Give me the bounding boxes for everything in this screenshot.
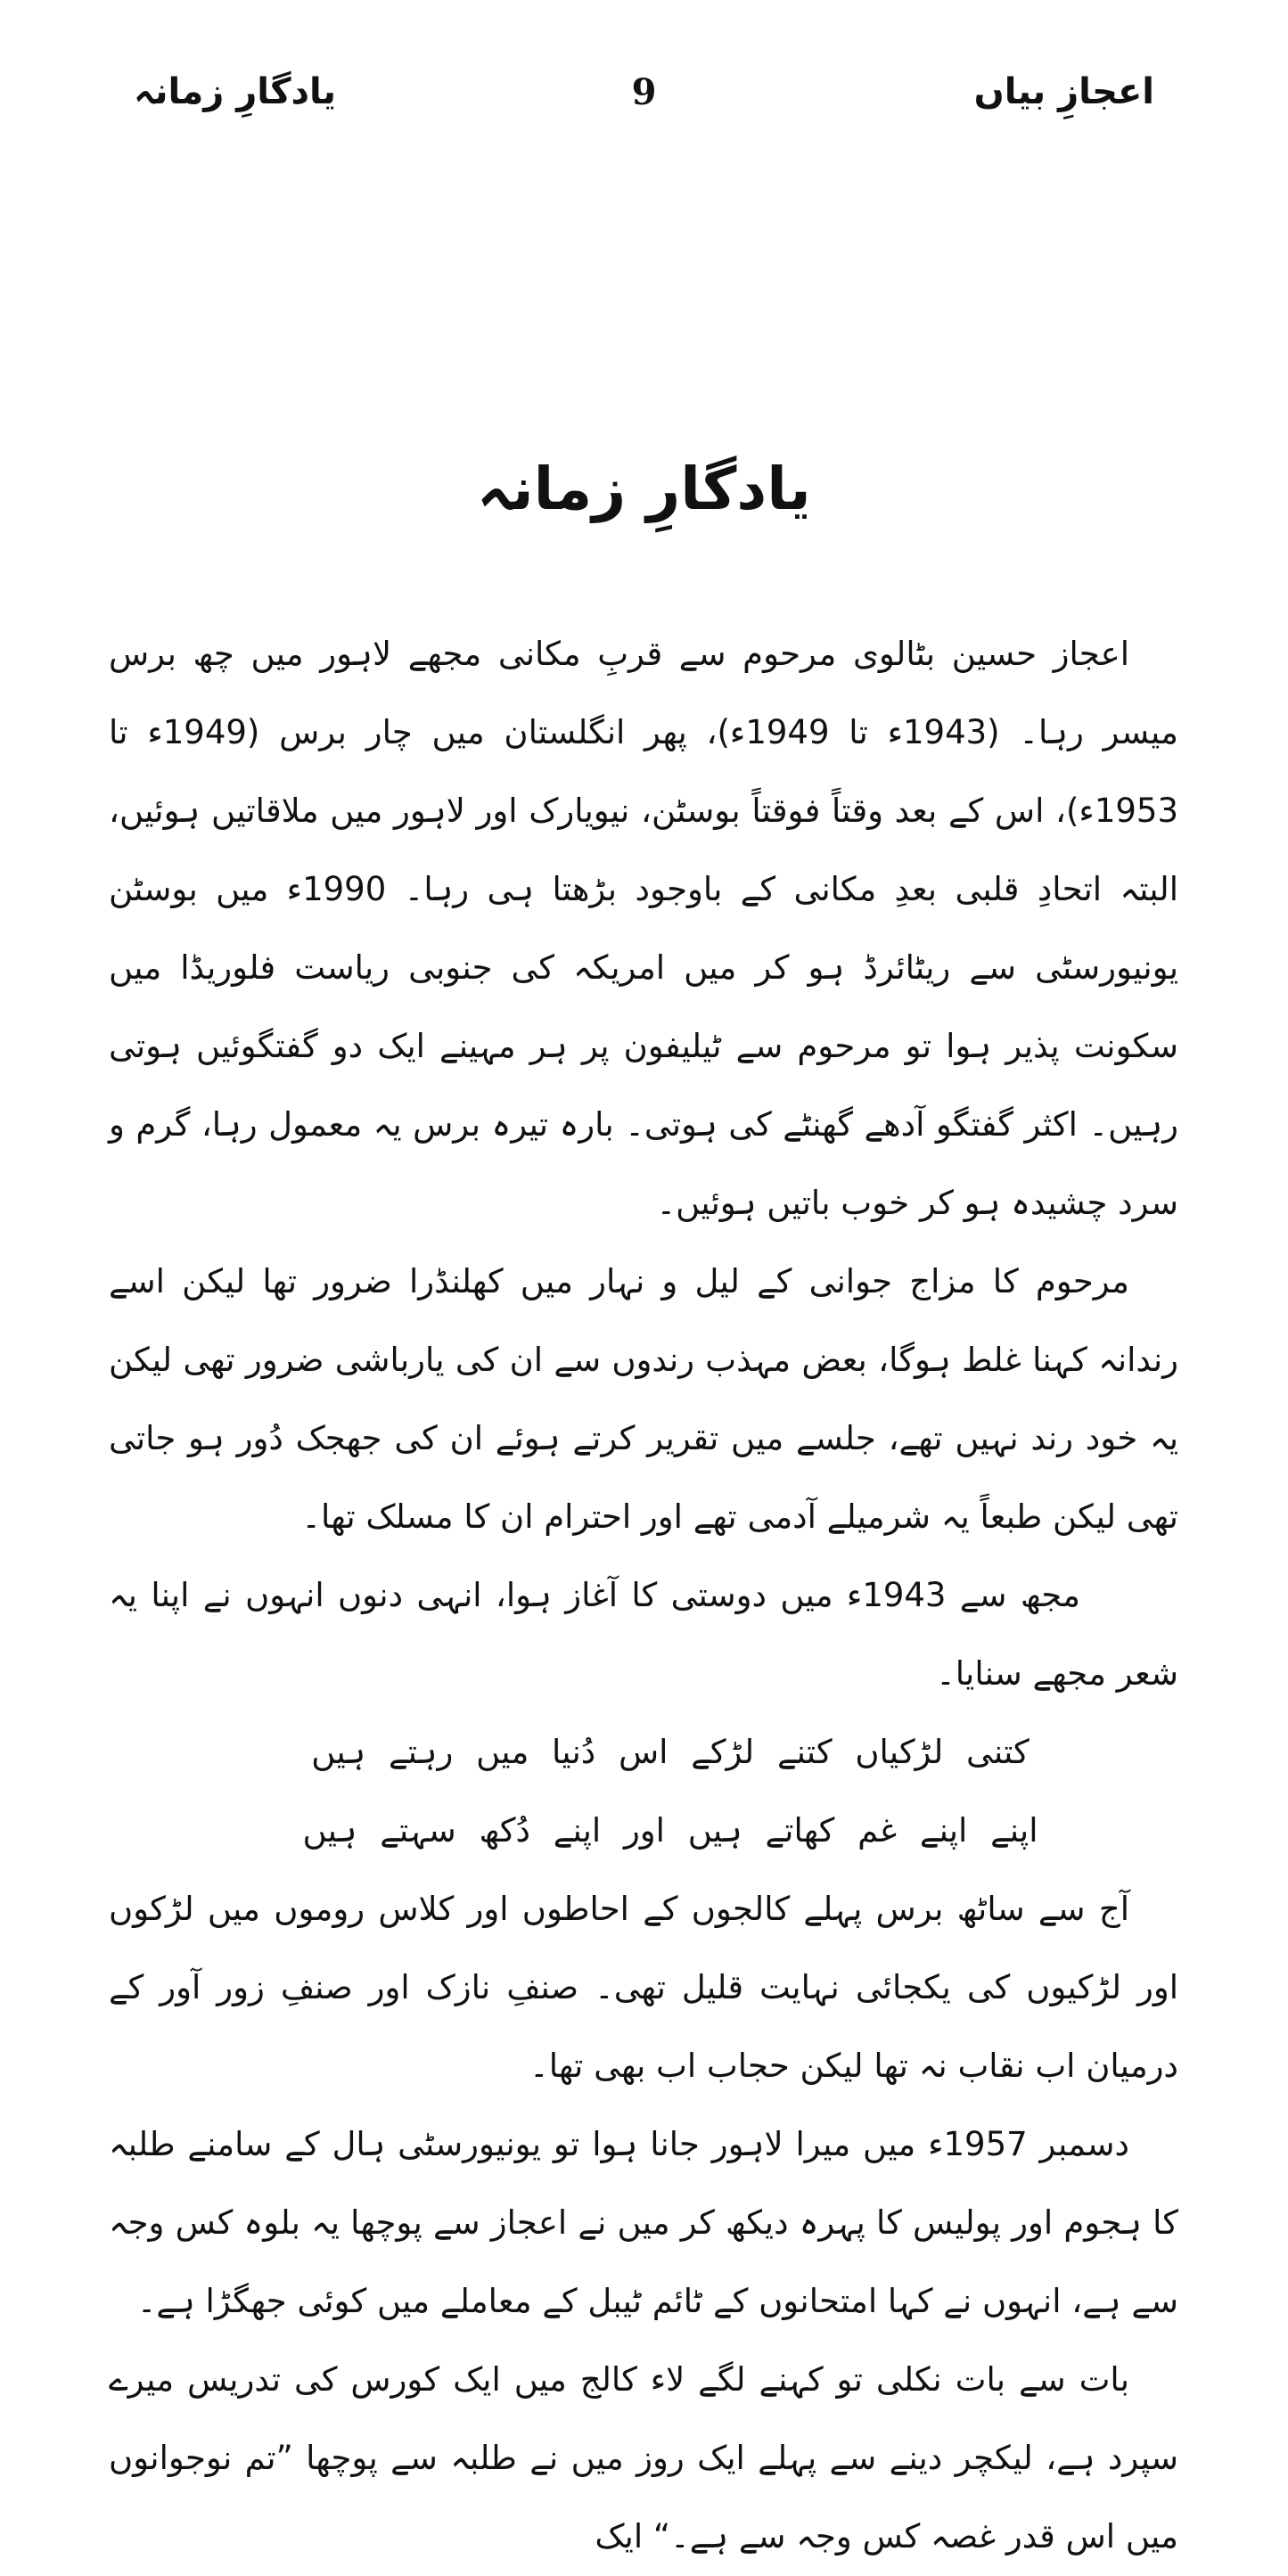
paragraph-4: آج سے ساٹھ برس پہلے کالجوں کے احاطوں اور کلاس روموں میں لڑکوں اور لڑکیوں کی یکجائی نہایت قلیل تھی۔ صنفِ نازک اور صنفِ زور آور کے درمیان اب نقاب نہ تھا لیکن حجاب اب بھی تھا۔ [109, 1890, 1178, 2085]
paragraph-3: مجھ سے 1943ء میں دوستی کا آغاز ہوا، انہی دنوں انہوں نے اپنا یہ شعر مجھے سنایا۔ [109, 1576, 1178, 1693]
verse-line-2: اپنے اپنے غم کھاتے ہیں اور اپنے دُکھ سہتے ہیں [302, 1811, 1038, 1850]
running-header-chapter-title: یادگارِ زمانہ [134, 71, 337, 112]
body-text [109, 615, 1178, 2576]
running-header [134, 71, 1154, 143]
page-number: 9 [631, 71, 657, 113]
paragraph-5: دسمبر 1957ء میں میرا لاہور جانا ہوا تو یونیورسٹی ہال کے سامنے طلبہ کا ہجوم اور پولیس کا پہرہ دیکھ کر میں نے اعجاز سے پوچھا یہ بلوہ کس وجہ سے ہے، انہوں نے کہا امتحانوں کے ٹائم ٹیبل کے معاملے میں کوئی جھگڑا ہے۔ [109, 2125, 1178, 2320]
paragraph-1: اعجاز حسین بٹالوی مرحوم سے قربِ مکانی مجھے لاہور میں چھ برس میسر رہا۔ (1943ء تا 1949ء)، پھر انگلستان میں چار برس (1949ء تا 1953ء)، اس کے بعد وقتاً فوقتاً بوسٹن، نیویارک اور لاہور میں ملاقاتیں ہوئیں، البتہ اتحادِ قلبی بعدِ مکانی کے باوجود بڑھتا ہی رہا۔ 1990ء میں بوسٹن یونیورسٹی سے ریٹائرڈ ہو کر میں امریکہ کی جنوبی ریاست فلوریڈا میں سکونت پذیر ہوا تو مرحوم سے ٹیلیفون پر ہر مہینے ایک دو گفتگوئیں ہوتی رہیں۔ اکثر گفتگو آدھے گھنٹے کی ہوتی۔ بارہ تیرہ برس یہ معمول رہا، گرم و سرد چشیدہ ہو کر خوب باتیں ہوئیں۔ [109, 635, 1179, 1222]
paragraph-2: مرحوم کا مزاج جوانی کے لیل و نہار میں کھلنڈرا ضرور تھا لیکن اسے رندانہ کہنا غلط ہوگا، بعض مہذب رندوں سے ان کی یارباشی ضرور تھی لیکن یہ خود رند نہیں تھے، جلسے میں تقریر کرتے ہوئے ان کی جھجک دُور ہو جاتی تھی لیکن طبعاً یہ شرمیلے آدمی تھے اور احترام ان کا مسلک تھا۔ [109, 1262, 1178, 1536]
paragraph-6: بات سے بات نکلی تو کہنے لگے لاء کالج میں ایک کورس کی تدریس میرے سپرد ہے، لیکچر دینے سے پہلے ایک روز میں نے طلبہ سے پوچھا ”تم نوجوانوں میں اس قدر غصہ کس وجہ سے ہے۔“ ایک [109, 2360, 1178, 2555]
chapter-heading: یادگارِ زمانہ [477, 455, 811, 523]
running-header-book-title: اعجازِ بیاں [973, 71, 1154, 112]
verse-line-1: کتنی لڑکیاں کتنے لڑکے اس دُنیا میں رہتے ہیں [311, 1733, 1030, 1771]
